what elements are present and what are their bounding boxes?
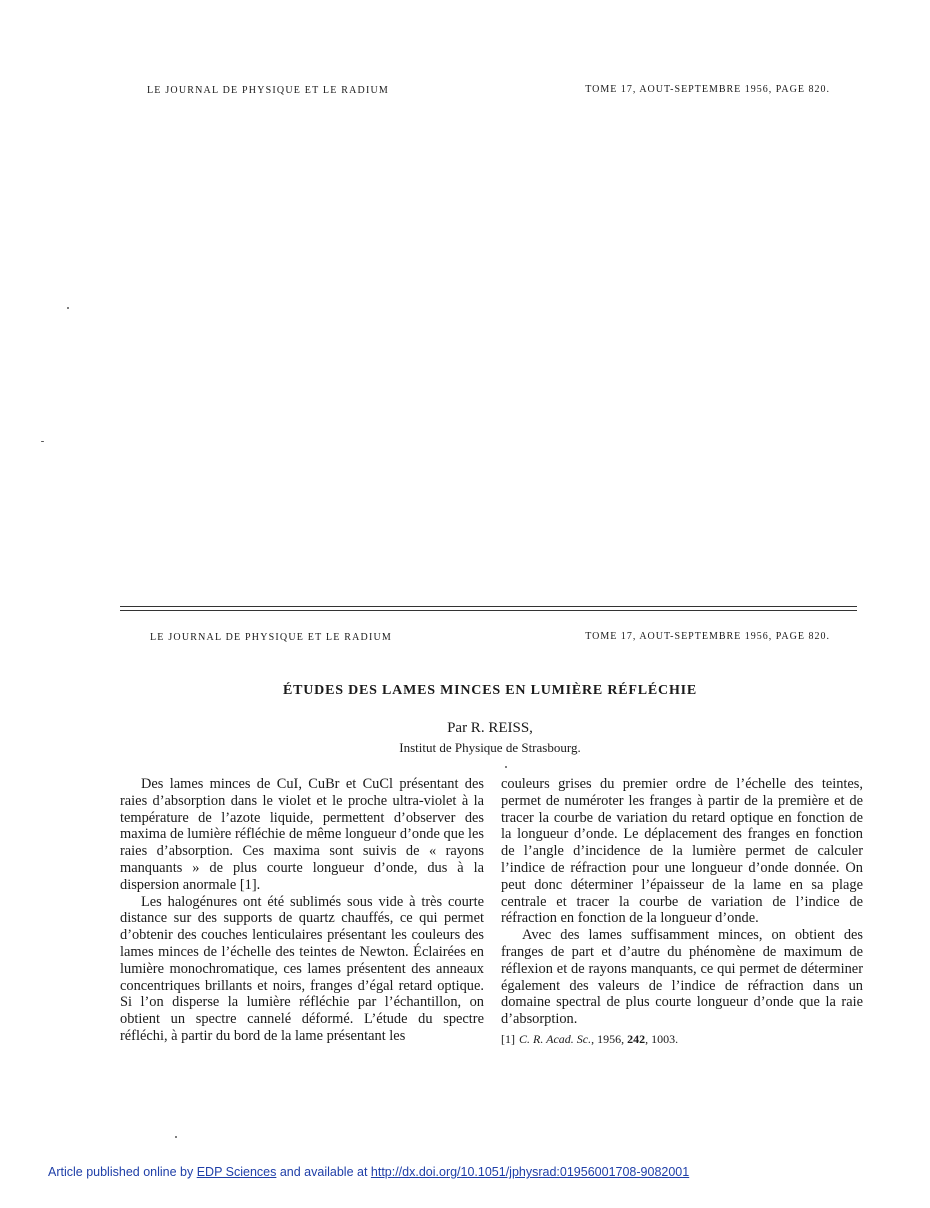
scan-speck [41,441,44,442]
footnote [501,1032,863,1046]
footnote-volume: 242 [627,1031,646,1046]
publisher-line [48,1165,689,1179]
publisher-prefix: Article published online by [48,1165,197,1179]
footnote-page: , 1003. [645,1031,679,1046]
separator-rule [120,610,857,611]
footnote-number: [1] [501,1031,515,1046]
paragraph: couleurs grises du premier ordre de l’échelle des teintes, permet de numéroter les franges à partir de la première et de tracer la courbe de variation du retard optique en fonction de la longueur d’onde. Le déplacement des franges en fonction de l’angle d’incidence de la lumière permet de calculer l’indice de réfraction pour une longueur d’onde donnée. On peut donc déterminer l’épaisseur de la lame en sa plage centrale et tracer la courbe de variation de l’indice de réfraction en fonction de la longueur d’onde. [501,776,863,927]
separator-rule [120,606,857,607]
scan-speck [67,307,69,309]
footnote-journal: C. R. Acad. Sc. [519,1031,592,1046]
scan-speck [175,1136,177,1138]
publisher-link[interactable]: EDP Sciences [196,1165,277,1179]
doi-link[interactable]: http://dx.doi.org/10.1051/jphysrad:01956001708-9082001 [370,1165,690,1179]
paragraph: Avec des lames suffisamment minces, on obtient des franges de part et d’autre du phénomène de maximum de réflexion et de rayons manquants, ce qui permet de déterminer également des valeurs de l’indice de réfraction dans un domaine spectral de plus courte longueur d’onde que la raie d’absorption. [501,927,863,1028]
article-author: Par R. REISS, [447,720,533,736]
footnote-year: , 1956, [591,1031,628,1046]
body-column-left [120,776,484,1045]
article-affiliation: Institut de Physique de Strasbourg. [399,740,581,755]
scan-speck [505,766,507,768]
running-head-issue: TOME 17, AOUT-SEPTEMBRE 1956, PAGE 820. [585,631,830,642]
running-head-issue: TOME 17, AOUT-SEPTEMBRE 1956, PAGE 820. [585,84,830,95]
running-head-journal: LE JOURNAL DE PHYSIQUE ET LE RADIUM [147,85,389,96]
article-title: ÉTUDES DES LAMES MINCES EN LUMIÈRE RÉFLÉCHIE [282,683,698,698]
running-head-journal: LE JOURNAL DE PHYSIQUE ET LE RADIUM [150,632,392,643]
paragraph: Des lames minces de CuI, CuBr et CuCl présentant des raies d’absorption dans le violet et le proche ultra-violet à la température de l’azote liquide, permettent d’observer des maxima de lumière réfléchie de même longueur d’onde que les raies d’absorption. Ces maxima sont suivis de « rayons manquants » de plus courte longueur d’onde, dus à la dispersion anormale [1]. [120,776,484,893]
body-column-right [501,776,863,1046]
publisher-middle: and available at [276,1165,371,1179]
paragraph: Les halogénures ont été sublimés sous vide à très courte distance sur des supports de quartz chauffés, ce qui permet d’obtenir des couches lenticulaires présentant les couleurs des lames minces de l’échelle des teintes de Newton. Éclairées en lumière monochromatique, ces lames présentent des anneaux concentriques brillants et noirs, franges d’égal retard optique. Si l’on disperse la lumière réfléchie par l’échantillon, on obtient un spectre cannelé déformé. L’étude du spectre réfléchi, à partir du bord de la lame présentant les [120,893,484,1044]
